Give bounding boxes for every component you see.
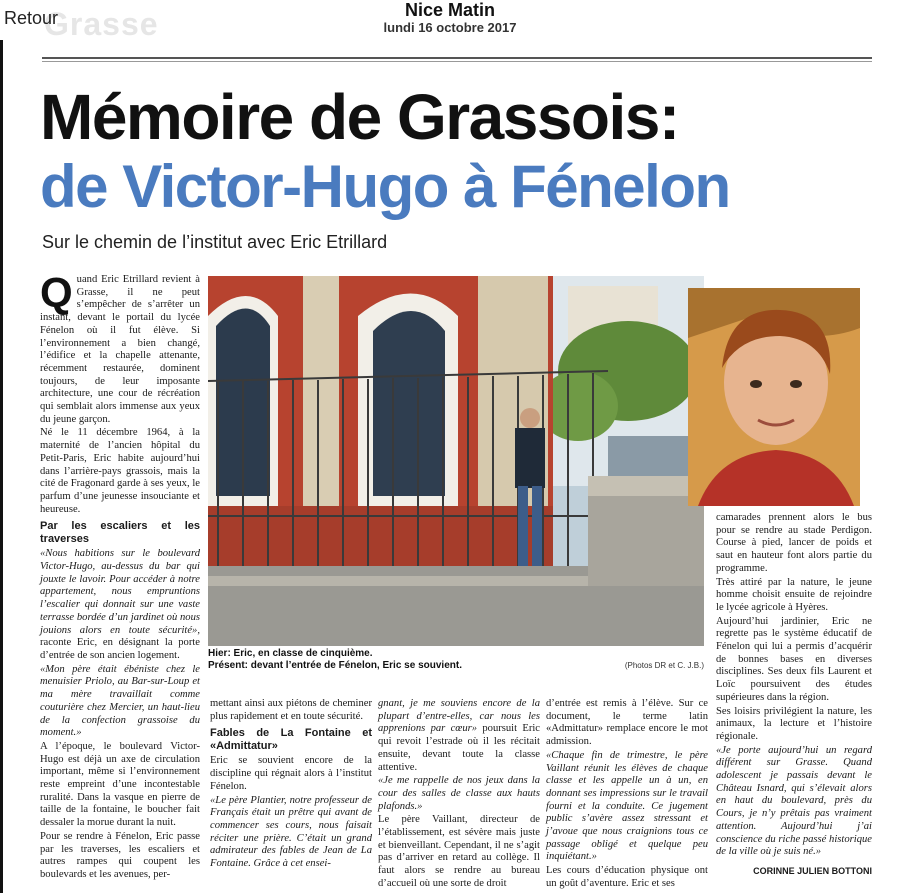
text-column-3	[378, 698, 540, 892]
paragraph: Ses loisirs privilégient la nature, les animaux, la lecture et l’histoire régionale.	[716, 705, 872, 742]
paragraph: camarades prennent alors le bus pour se rendre au stade Perdigon. Course à pied, lancer de poids et saut en hauteur font alors partie du programme.	[716, 512, 872, 574]
subheading: Fables de La Fontaine et «Admittatur»	[210, 727, 372, 753]
back-button[interactable]: Retour	[4, 8, 59, 28]
quote: «Le père Plantier, notre professeur de Français était un prêtre qui avant de commencer ses cours, nous faisait réciter une prière. C’était un grand admirateur des fables de Jean de La Fontaine. Grâce à cet ensei-	[210, 794, 372, 870]
header-rule-thin	[42, 61, 872, 62]
headline-line-2: de Victor-Hugo à Fénelon	[40, 153, 730, 220]
text-column-4	[546, 698, 708, 892]
quote: «Nous habitions sur le boulevard Victor-Hugo, au-dessus du bar qui jouxte le lavoir. Pour accéder à notre appartement, nous empruntions l’escalier qui donnait sur une vaste terrasse bordée d’un jardinet où nous jouions alors en toute sécurité»,	[40, 548, 200, 636]
photo-credit: (Photos DR et C. J.B.)	[624, 661, 704, 670]
left-border	[0, 40, 3, 893]
header-rule	[42, 57, 872, 59]
school-entrance-illustration	[208, 276, 704, 646]
text-column-5	[716, 512, 872, 878]
paragraph: Les cours d’éducation physique ont un goût d’aventure. Eric et ses	[546, 865, 708, 889]
quote: «Chaque fin de trimestre, le père Vaillant réunit les élèves de chaque classe et les appelle un à un, en donnant ses impressions sur le travail fourni et la conduite. Ce jugement public s’avère assez stressant et j’avoue que nous craignions tous ce passage obligé et quelque peu inquiétant.»	[546, 749, 708, 863]
author-signature: CORINNE JULIEN BOTTONI	[753, 865, 872, 876]
dropcap: Q	[40, 269, 73, 316]
paragraph: Le père Vaillant, directeur de l’établissement, est sévère mais juste et bienveillant. Cependant, il ne s’agit pas d’arriver en retard au collège. Il faut alors se rendre au bureau d’accueil où une sorte de droit	[378, 814, 540, 889]
paragraph: A l’époque, le boulevard Victor-Hugo est déjà un axe de circulation important, même si l’environnement reste empreint d’une incontestable ruralité. Dans la vasque en pierre de taille de la fontaine, le boucher fait dessaler la morue durant la nuit.	[40, 740, 200, 829]
headline-line-1: Mémoire de Grassois:	[40, 81, 679, 153]
paragraph: Eric se souvient encore de la discipline qui régnait alors à l’institut Fénelon.	[210, 755, 372, 792]
paragraph: Pour se rendre à Fénelon, Eric passe par les traverses, les escaliers et autres rampes qui coupent les boulevards et les avenues, per-	[40, 830, 200, 880]
photo-eric-child	[688, 288, 860, 506]
paragraph: mettant ainsi aux piétons de cheminer plus rapidement et en toute sécurité.	[210, 698, 372, 722]
caption-line-2: Présent: devant l’entrée de Fénelon, Eric se souvient.	[208, 660, 462, 671]
portrait-illustration	[688, 288, 860, 506]
publication-title: Nice Matin	[404, 0, 496, 20]
caption-line-1: Hier: Eric, en classe de cinquième.	[208, 648, 373, 659]
paragraph: d’entrée est remis à l’élève. Sur ce document, le terme latin «Admittatur» remplace encore le mot admission.	[546, 698, 708, 748]
quote: «Je me rappelle de nos jeux dans la cour des salles de classe aux hauts plafonds.»	[378, 775, 540, 812]
quote: «Mon père était ébéniste chez le menuisier Priolo, au Bar-sur-Loup et ma mère travaillait comme couturière chez Mercier, un haut-lieu de la confection grassoise du moment.»	[40, 663, 200, 739]
subheading: Par les escaliers et les traverses	[40, 520, 200, 546]
photo-school-entrance	[208, 276, 704, 646]
quote-attribution: raconte Eric, en désignant la porte d’entrée de son ancien logement.	[40, 637, 200, 661]
text-column-2	[210, 698, 372, 872]
paragraph: Très attiré par la nature, le jeune homme choisit ensuite de rejoindre le lycée agricole à Hyères.	[716, 576, 872, 613]
publication-date: lundi 16 octobre 2017	[383, 20, 517, 35]
intro-paragraph: uand Eric Etrillard revient à Grasse, il ne peut s’empêcher de s’arrêter un instant, devant le portail du lycée Fénelon où il fut élève. Si l’environnement a bien changé, l’édifice et la chapelle attenante, récemment restaurée, dominent toujours, de leur imposante architecture, une cour de récréation qui semblait alors immense aux yeux du jeune garçon.	[40, 274, 200, 425]
quote: gnant, je me souviens encore de la plupart d’entre-elles, car nous les apprenions par cœur»	[378, 698, 540, 735]
quote-attribution: poursuit Eric qui revoit l’estrade où il les récitait ensuite, devant toute la classe attentive.	[378, 723, 541, 773]
paragraph: Né le 11 décembre 1964, à la maternité de l’ancien hôpital du Petit-Paris, Eric habite aujourd’hui dans l’arrière-pays grassois, mais la cité de Fragonard garde à ses yeux, le parfum d’une jeunesse insouciante et heureuse.	[40, 427, 200, 515]
paragraph: Aujourd’hui jardinier, Eric ne regrette pas le système éducatif de Fénelon qui lui a permis d’acquérir de bonnes bases en diverses disciplines. Ses deux fils Laurent et Loïc poursuivent des études supérieures dans la région.	[716, 615, 872, 703]
article-subtitle: Sur le chemin de l’institut avec Eric Etrillard	[42, 232, 388, 252]
quote: «Je porte aujourd’hui un regard différent sur Grasse. Quand adolescent je passais devant le Château Isnard, qui s’élevait alors en haut du boulevard, près du Cours, je n’y prêtais pas vraiment attention. Aujourd’hui j’ai conscience du riche passé historique de la ville où je suis né.»	[716, 744, 872, 858]
text-column-1	[40, 269, 200, 883]
section-ghost-title: Grasse	[44, 6, 159, 42]
top-bar	[0, 0, 900, 40]
